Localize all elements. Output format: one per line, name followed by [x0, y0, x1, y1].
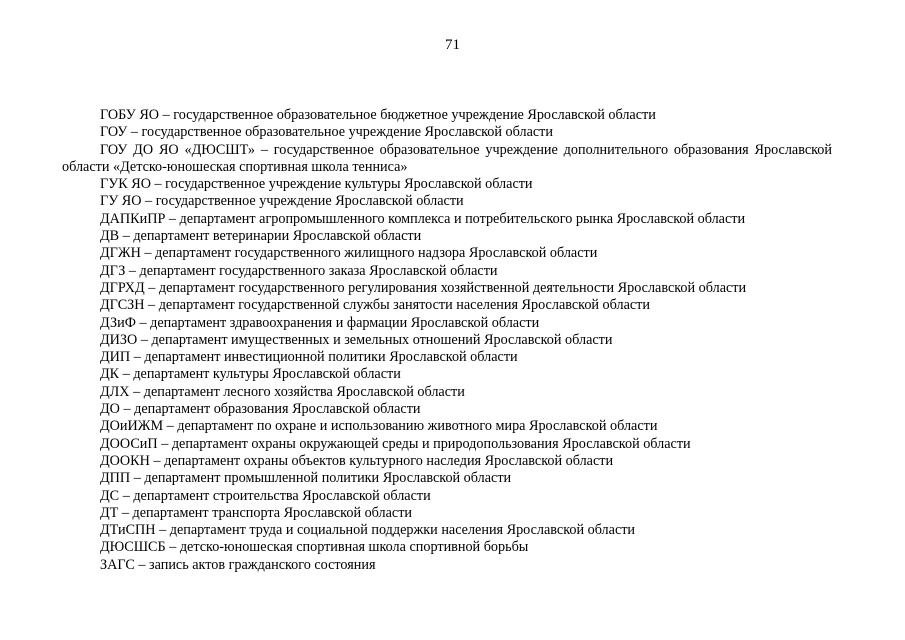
abbreviation-entry: ДОиИЖМ – департамент по охране и использованию животного мира Ярославской области: [100, 418, 658, 435]
abbreviation-entry: ДГСЗН – департамент государственной службы занятости населения Ярославской области: [100, 297, 650, 314]
abbreviation-entry: ДГЖН – департамент государственного жилищного надзора Ярославской области: [100, 245, 598, 262]
page-number: 71: [445, 37, 460, 53]
abbreviation-entry: ЗАГС – запись актов гражданского состояния: [100, 556, 376, 573]
abbreviation-entry: ДК – департамент культуры Ярославской области: [100, 366, 401, 383]
abbreviation-entry: ГОБУ ЯО – государственное образовательное бюджетное учреждение Ярославской области: [100, 107, 656, 123]
abbreviation-entry: ГУК ЯО – государственное учреждение культуры Ярославской области: [100, 176, 533, 193]
abbreviation-entry: ДИП – департамент инвестиционной политики Ярославской области: [100, 349, 518, 366]
abbreviation-entry: ДАПКиПР – департамент агропромышленного комплекса и потребительского рынка Ярославской области: [100, 210, 746, 227]
abbreviation-entry: ДЗиФ – департамент здравоохранения и фармации Ярославской области: [100, 314, 540, 331]
abbreviation-entry: ДО – департамент образования Ярославской области: [100, 401, 421, 418]
abbreviation-entry: ДЛХ – департамент лесного хозяйства Ярославской области: [100, 383, 465, 400]
abbreviation-entry: ДООСиП – департамент охраны окружающей среды и природопользования Ярославской области: [100, 435, 691, 452]
abbreviation-entry: ДООКН – департамент охраны объектов культурного наследия Ярославской области: [100, 452, 614, 469]
abbreviation-entry: ДТ – департамент транспорта Ярославской области: [100, 504, 413, 521]
abbreviation-entry: ДИЗО – департамент имущественных и земельных отношений Ярославской области: [100, 331, 613, 348]
abbreviation-entry: ДВ – департамент ветеринарии Ярославской области: [100, 228, 422, 245]
abbreviation-entry: ДТиСПН – департамент труда и социальной поддержки населения Ярославской области: [100, 522, 636, 539]
abbreviation-entry: ДГЗ – департамент государственного заказа Ярославской области: [100, 262, 498, 279]
abbreviation-entry: ГУ ЯО – государственное учреждение Ярославской области: [100, 193, 464, 210]
abbreviation-entry: ДЮСШСБ – детско-юношеская спортивная школа спортивной борьбы: [100, 539, 529, 556]
abbreviation-entry: ДС – департамент строительства Ярославской области: [100, 487, 431, 504]
abbreviation-list: [62, 107, 832, 574]
abbreviation-entry: ГОУ – государственное образовательное учреждение Ярославской области: [100, 124, 553, 141]
abbreviation-entry: ДПП – департамент промышленной политики Ярославской области: [100, 470, 512, 487]
abbreviation-entry: ДГРХД – департамент государственного регулирования хозяйственной деятельности Ярославской области: [100, 279, 747, 296]
abbreviation-entry: ГОУ ДО ЯО «ДЮСШТ» – государственное образовательное учреждение дополнительного образования Ярославской области «Детско-юношеская спортивная школа тенниса»: [62, 141, 832, 175]
